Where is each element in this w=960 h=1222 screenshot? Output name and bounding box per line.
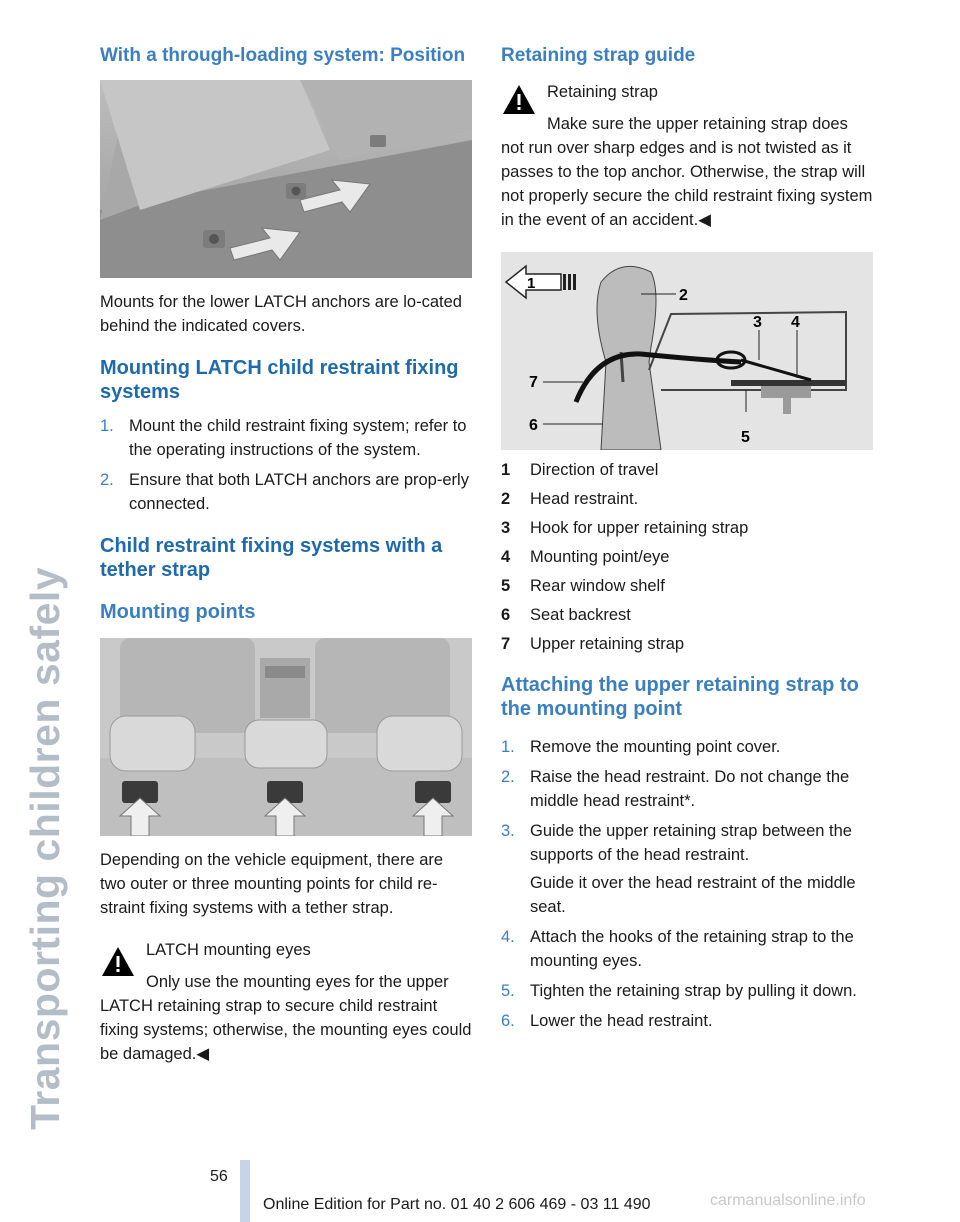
step-number: 2. [501, 768, 515, 786]
list-item [100, 414, 472, 462]
legend-text: Mounting point/eye [530, 548, 670, 566]
mounting-points-image [100, 638, 472, 836]
warning-text: Only use the mounting eyes for the upper LATCH retaining strap to secure child restraint fixing systems; otherwise, the mounting eyes could be damaged.◀ [100, 973, 472, 1063]
legend-number: 7 [501, 635, 511, 653]
step-3-note: Guide it over the head restraint of the middle seat. [530, 874, 856, 916]
warning-icon [100, 944, 136, 980]
diagram-label-7: 7 [529, 374, 538, 391]
step-text: Ensure that both LATCH anchors are prop-erly connected. [129, 471, 469, 513]
heading-mounting-latch: Mounting LATCH child restraint fixing systems [100, 357, 459, 403]
legend-row [501, 543, 873, 572]
heading-retaining-strap-guide: Retaining strap guide [501, 45, 696, 66]
right-column [501, 40, 873, 1039]
warning-latch-mounting-eyes [100, 938, 472, 1066]
legend-text: Direction of travel [530, 461, 659, 479]
sidebar-title [22, 40, 72, 1130]
legend-row [501, 630, 873, 659]
legend-row [501, 485, 873, 514]
through-loading-seat-image [100, 80, 472, 278]
footer-divider-bar [240, 1160, 250, 1222]
legend-row [501, 601, 873, 630]
page-number: 56 [210, 1168, 228, 1185]
legend-row [501, 514, 873, 543]
diagram-label-2: 2 [679, 287, 688, 304]
step-number: 4. [501, 928, 515, 946]
legend-text: Seat backrest [530, 606, 631, 624]
step-number: 6. [501, 1012, 515, 1030]
attaching-steps-continued [501, 925, 873, 1033]
legend-number: 6 [501, 606, 511, 624]
list-item [501, 735, 873, 759]
step-text: Tighten the retaining strap by pulling it down. [530, 982, 857, 1000]
warning-icon [501, 82, 537, 118]
watermark: carmanualsonline.info [710, 1192, 866, 1209]
diagram-label-6: 6 [529, 417, 538, 434]
step-text: Guide the upper retaining strap between the supports of the head restraint. [530, 822, 852, 864]
online-edition-text: Online Edition for Part no. 01 40 2 606 469 - 03 11 490 [263, 1196, 651, 1213]
heading-tether-strap: Child restraint fixing systems with a tether strap [100, 535, 443, 581]
sidebar-title-text: Transporting children safely [22, 566, 68, 1130]
step-text: Remove the mounting point cover. [530, 738, 781, 756]
legend-number: 5 [501, 577, 511, 595]
step-number: 1. [501, 738, 515, 756]
step-number: 1. [100, 417, 114, 435]
legend-number: 3 [501, 519, 511, 537]
warning-text: Make sure the upper retaining strap does not run over sharp edges and is not twisted as it passes to the top anchor. Otherwise, the strap will not properly secure the child restraint fixing system in the event of an accident.◀ [501, 115, 873, 229]
legend-text: Head restraint. [530, 490, 639, 508]
list-item [501, 1009, 873, 1033]
legend-number: 1 [501, 461, 511, 479]
legend-text: Hook for upper retaining strap [530, 519, 749, 537]
list-item [501, 765, 873, 813]
diagram-legend [501, 456, 873, 659]
step-text: Attach the hooks of the retaining strap to the mounting eyes. [530, 928, 854, 970]
legend-text: Rear window shelf [530, 577, 665, 595]
caption-mounting-points: Depending on the vehicle equipment, there are two outer or three mounting points for child re-straint fixing systems with a tether strap. [100, 851, 444, 917]
step-number: 5. [501, 982, 515, 1000]
heading-through-loading: With a through-loading system: Position [100, 45, 466, 66]
heading-mounting-points: Mounting points [100, 601, 256, 623]
legend-row [501, 572, 873, 601]
step-number: 3. [501, 822, 515, 840]
list-item [501, 925, 873, 973]
step-number: 2. [100, 471, 114, 489]
step-text: Mount the child restraint fixing system; refer to the operating instructions of the system. [129, 417, 467, 459]
diagram-label-4: 4 [791, 314, 800, 331]
list-item [501, 979, 873, 1003]
diagram-label-1: 1 [527, 275, 536, 292]
diagram-label-3: 3 [753, 314, 762, 331]
list-item [100, 468, 472, 516]
attaching-steps [501, 735, 873, 867]
caption-lower-latch: Mounts for the lower LATCH anchors are lo-cated behind the indicated covers. [100, 293, 462, 335]
left-column [100, 40, 472, 1066]
heading-attaching-strap: Attaching the upper retaining strap to the mounting point [501, 674, 859, 720]
retaining-strap-diagram [501, 252, 873, 450]
legend-row [501, 456, 873, 485]
legend-number: 2 [501, 490, 511, 508]
step-text: Lower the head restraint. [530, 1012, 713, 1030]
list-item [501, 819, 873, 867]
legend-number: 4 [501, 548, 511, 566]
warning-title: LATCH mounting eyes [146, 941, 311, 959]
mounting-latch-steps [100, 414, 472, 516]
step-text: Raise the head restraint. Do not change the middle head restraint*. [530, 768, 850, 810]
diagram-label-5: 5 [741, 429, 750, 446]
warning-title: Retaining strap [547, 83, 658, 101]
warning-retaining-strap [501, 80, 873, 232]
legend-text: Upper retaining strap [530, 635, 685, 653]
